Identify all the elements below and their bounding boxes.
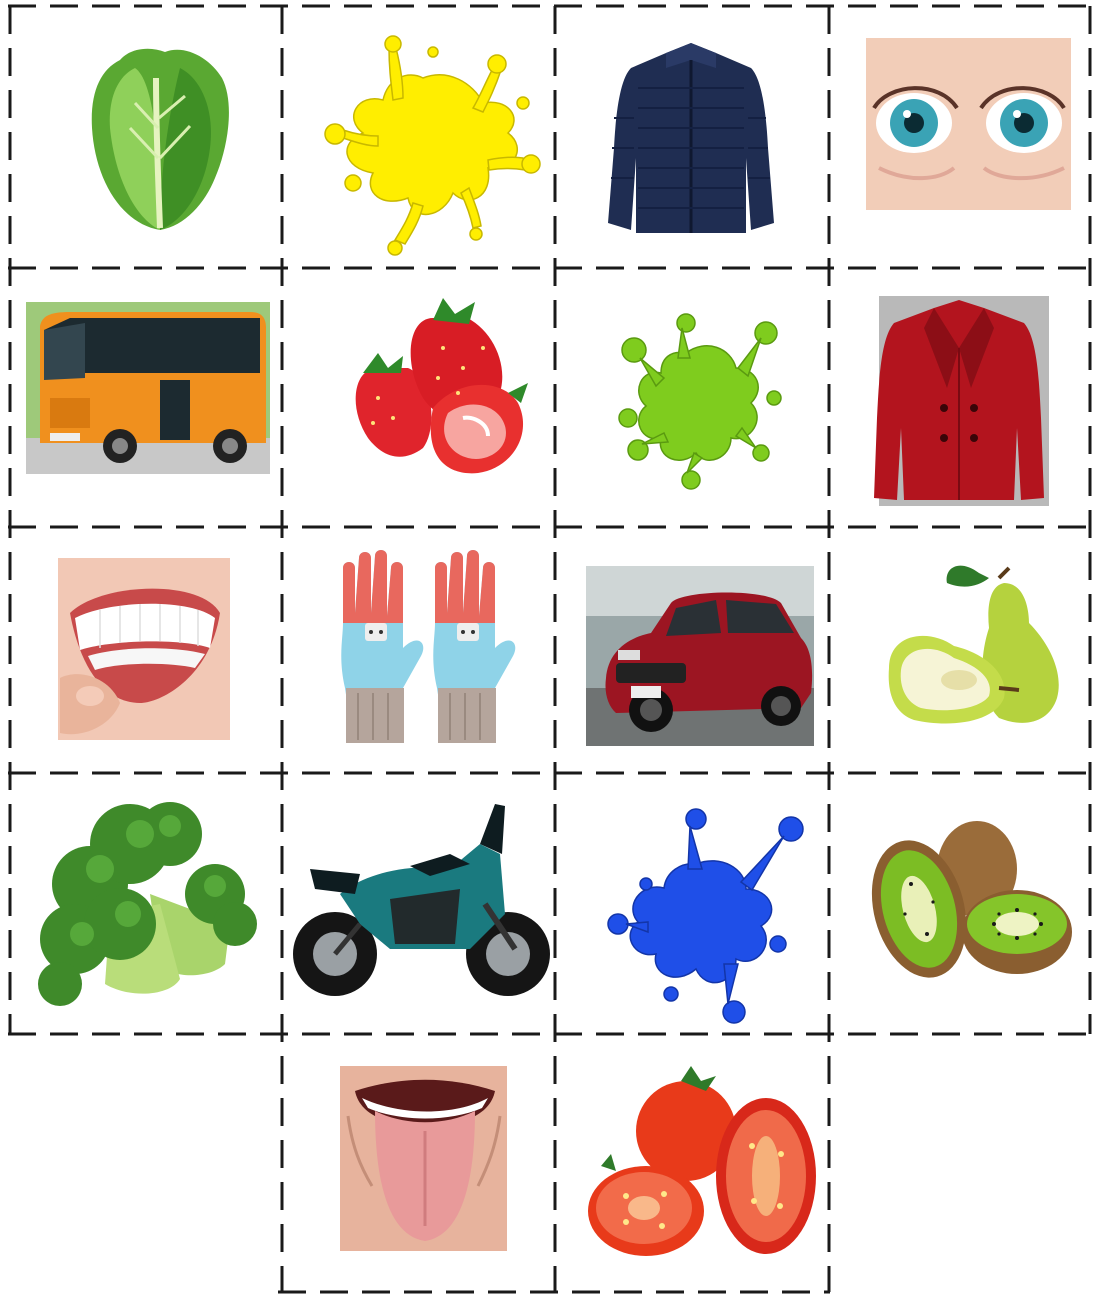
jacket-icon <box>556 8 828 266</box>
broccoli-icon <box>10 774 278 1034</box>
card-bus[interactable] <box>10 268 282 526</box>
eyes-icon <box>829 8 1091 266</box>
kiwi-icon <box>829 774 1091 1034</box>
pear-icon <box>829 528 1091 772</box>
motorcycle-icon <box>280 774 555 1034</box>
lettuce-icon <box>10 8 282 266</box>
blue-splash-icon <box>556 774 828 1034</box>
card-eyes[interactable] <box>829 8 1091 266</box>
teeth-icon <box>10 528 282 772</box>
card-pear[interactable] <box>829 528 1091 772</box>
card-car[interactable] <box>556 528 828 772</box>
card-green[interactable] <box>556 268 828 526</box>
card-gloves[interactable] <box>283 528 555 772</box>
card-teeth[interactable] <box>10 528 282 772</box>
tomato-icon <box>556 1036 828 1294</box>
tongue-icon <box>280 1036 555 1294</box>
strawberry-icon <box>283 268 555 526</box>
yellow-splash-icon <box>283 8 555 266</box>
card-coat[interactable] <box>829 268 1091 526</box>
card-kiwi[interactable] <box>829 774 1091 1034</box>
card-tongue[interactable] <box>280 1036 555 1294</box>
green-splash-icon <box>556 268 828 526</box>
card-blue[interactable] <box>556 774 828 1034</box>
card-motorcycle[interactable] <box>280 774 555 1034</box>
gloves-icon <box>283 528 555 772</box>
bus-icon <box>10 268 282 526</box>
card-jacket[interactable] <box>556 8 828 266</box>
card-lettuce[interactable] <box>10 8 282 266</box>
coat-icon <box>829 268 1091 526</box>
card-strawberry[interactable] <box>283 268 555 526</box>
card-tomato[interactable] <box>556 1036 828 1294</box>
car-icon <box>556 528 828 772</box>
card-yellow[interactable] <box>283 8 555 266</box>
card-broccoli[interactable] <box>10 774 278 1034</box>
